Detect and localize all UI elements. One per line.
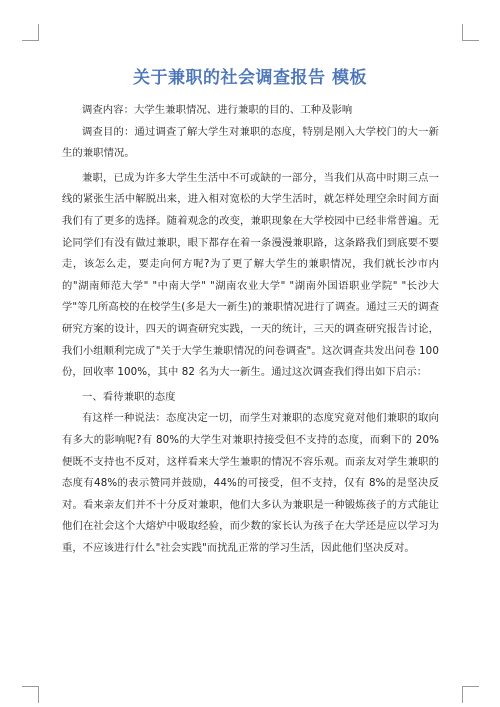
document-body	[62, 100, 439, 562]
crop-mark-top-left-v	[38, 24, 39, 41]
paragraph-intro: 兼职，已成为许多大学生生活中不可或缺的一部分，当我们从高中时期三点一线的紧张生活中解脱出来，进入相对宽松的大学生活时，就怎样处理空余时间方面我们有了更多的选择。随着观念的改变，兼职现象在大学校园中已经非常普遍。无论同学们有没有做过兼职，眼下都存在着一条漫漫兼职路，这条路我们到底要不要走，该怎么走，要走向何方呢?为了更了解大学生的兼职情况，我们就长沙市内的"湖南师范大学" "中南大学" "湖南农业大学" "湖南外国语职业学院" "长沙大学"等几所高校的在校学生(多是大一新生)的兼职情况进行了调查。通过三天的调查研究方案的设计，四天的调查研究实践，一天的统计，三天的调查研究报告讨论，我们小组顺利完成了"关于大学生兼职情况的问卷调查"。这次调查共发出问卷 100 份，回收率 100%，其中 82 名为大一新生。通过这次调查我们得出如下启示：	[62, 171, 439, 379]
crop-mark-bottom-right-v	[462, 686, 463, 703]
section-heading: 一、看待兼职的态度	[82, 390, 176, 403]
crop-mark-bottom-left-v	[38, 686, 39, 703]
paragraph-purpose: 调查目的：通过调查了解大学生对兼职的态度，特别是刚入大学校门的大一新生的兼职情况。	[62, 125, 439, 160]
paragraph-content: 调查内容：大学生兼职情况、进行兼职的目的、工种及影响	[82, 104, 353, 116]
document-title: 关于兼职的社会调查报告 模板	[133, 68, 367, 88]
paragraph-attitude: 有这样一种说法：态度决定一切，而学生对兼职的态度究竟对他们兼职的取向有多大的影响呢?有 80%的大学生对兼职持接受但不支持的态度，而剩下的 20%便既不支持也不反对，这样看来大学生兼职的情况不容乐观。而亲友对学生兼职的态度有48%的表示赞同并鼓励，44%的可接受，但不支持，仅有 8%的是坚决反对。看来亲友们并不十分反对兼职，他们大多认为兼职是一种锻炼孩子的方式能让他们在社会这个大熔炉中吸取经验，而少数的家长认为孩子在大学还是应以学习为重，不应该进行什么"社会实践"而扰乱正常的学习生活，因此他们坚决反对。	[62, 412, 439, 554]
crop-mark-top-right-h	[462, 40, 479, 41]
crop-mark-bottom-right-h	[462, 686, 479, 687]
crop-mark-top-right-v	[462, 24, 463, 41]
crop-mark-top-left-h	[22, 40, 39, 41]
crop-mark-bottom-left-h	[22, 686, 39, 687]
